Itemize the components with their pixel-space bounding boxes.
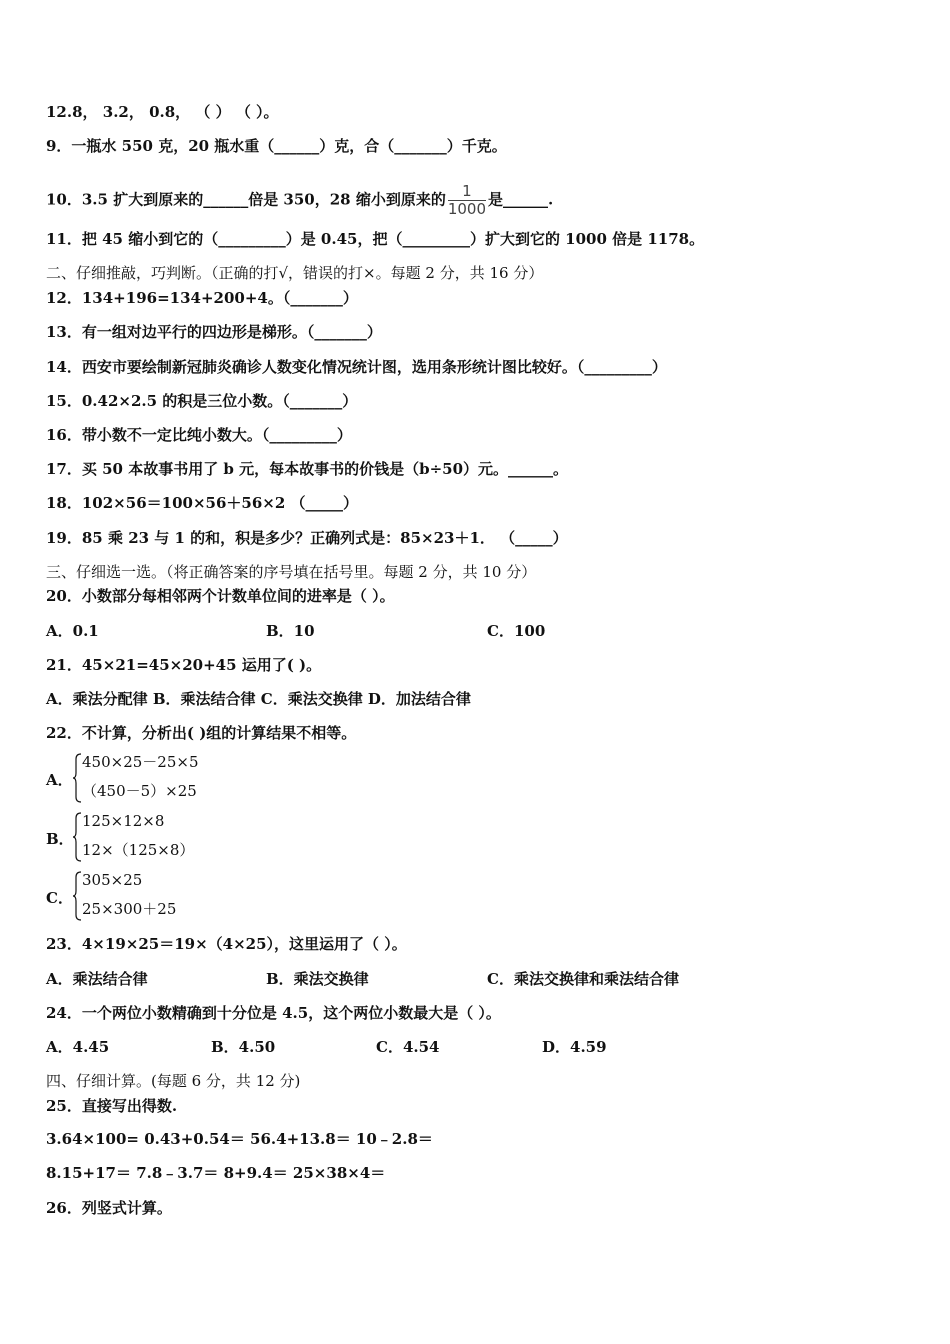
- question-25-row-1: 3.64×100= 0.43+0.54＝ 56.4+13.8＝ 10﹣2.8＝: [46, 1130, 433, 1148]
- brace-icon: [72, 753, 82, 803]
- question-26: 26．列竖式计算。: [46, 1199, 172, 1217]
- question-25: 25．直接写出得数.: [46, 1097, 178, 1115]
- brace-icon: [72, 812, 82, 862]
- question-23-option-b: B．乘法交换律: [266, 970, 369, 988]
- question-25-row-2: 8.15+17＝ 7.8﹣3.7＝ 8+9.4＝ 25×38×4＝: [46, 1164, 386, 1182]
- question-23-option-a: A．乘法结合律: [46, 970, 148, 988]
- expression-line-2: 25×300＋25: [82, 900, 177, 918]
- question-14: 14．西安市要绘制新冠肺炎确诊人数变化情况统计图，选用条形统计图比较好。（_________）: [46, 358, 667, 376]
- section-2-heading: 二、仔细推敲，巧判断。（正确的打√，错误的打×。每题 2 分，共 16 分）: [46, 264, 544, 282]
- brace-icon: [72, 871, 82, 921]
- section-3-heading: 三、仔细选一选。（将正确答案的序号填在括号里。每题 2 分，共 10 分）: [46, 563, 537, 581]
- question-23-option-c: C．乘法交换律和乘法结合律: [487, 970, 679, 988]
- question-17: 17．买 50 本故事书用了 b 元，每本故事书的价钱是（b÷50）元。______。: [46, 460, 569, 478]
- question-24-option-a: A．4.45: [46, 1038, 110, 1056]
- question-20-option-c: C．100: [487, 622, 546, 640]
- expression-line-2: （450－5）×25: [82, 782, 197, 800]
- question-15: 15．0.42×2.5 的积是三位小数。（_______）: [46, 392, 358, 410]
- question-10-text-a: 10．3.5 扩大到原来的______倍是 350，28 缩小到原来的: [46, 190, 446, 209]
- option-label: C．: [46, 889, 73, 907]
- question-21: 21．45×21=45×20+45 运用了( )。: [46, 656, 322, 674]
- question-21-options: A．乘法分配律 B．乘法结合律 C．乘法交换律 D．加法结合律: [46, 690, 471, 708]
- question-24: 24．一个两位小数精确到十分位是 4.5，这个两位小数最大是（ ）。: [46, 1004, 501, 1022]
- option-expressions: [82, 807, 194, 865]
- question-18: 18．102×56＝100×56＋56×2 （_____）: [46, 494, 358, 512]
- question-20-option-a: A．0.1: [46, 622, 99, 640]
- fraction-numerator: 1: [462, 182, 472, 200]
- expression-line-1: 125×12×8: [82, 812, 165, 830]
- question-19: 19．85 乘 23 与 1 的和，积是多少？正确列式是：85×23＋1． （_____）: [46, 529, 568, 547]
- option-expressions: [82, 748, 199, 806]
- question-22: 22．不计算，分析出( )组的计算结果不相等。: [46, 724, 357, 742]
- fraction-denominator: 1000: [447, 200, 487, 218]
- question-13: 13．有一组对边平行的四边形是梯形。（_______）: [46, 323, 382, 341]
- fraction: [448, 183, 486, 218]
- question-11: 11．把 45 缩小到它的（_________）是 0.45，把（_________）扩大到它的 1000 倍是 1178。: [46, 230, 705, 248]
- question-10-text-b: 是______.: [488, 190, 554, 209]
- section-4-heading: 四、仔细计算。(每题 6 分，共 12 分): [46, 1072, 301, 1090]
- question-24-option-d: D．4.59: [542, 1038, 607, 1056]
- question-20: 20．小数部分每相邻两个计数单位间的进率是（ ）。: [46, 587, 395, 605]
- question-12: 12．134+196=134+200+4。（_______）: [46, 289, 358, 307]
- question-23: 23．4×19×25＝19×（4×25），这里运用了（ ）。: [46, 935, 407, 953]
- question-24-option-c: C．4.54: [376, 1038, 440, 1056]
- option-label: B．: [46, 830, 74, 848]
- question-9: 9．一瓶水 550 克，20 瓶水重（______）克，合（_______）千克。: [46, 137, 507, 155]
- option-expressions: [82, 866, 176, 924]
- question-8-tail: 12.8， 3.2， 0.8， （ ） （ ）。: [46, 103, 279, 121]
- question-24-option-b: B．4.50: [211, 1038, 276, 1056]
- question-16: 16．带小数不一定比纯小数大。（_________）: [46, 426, 352, 444]
- question-20-option-b: B．10: [266, 622, 315, 640]
- question-10: [46, 183, 553, 218]
- expression-line-2: 12×（125×8）: [82, 841, 195, 859]
- option-label: A．: [46, 771, 73, 789]
- expression-line-1: 450×25－25×5: [82, 753, 199, 771]
- expression-line-1: 305×25: [82, 871, 143, 889]
